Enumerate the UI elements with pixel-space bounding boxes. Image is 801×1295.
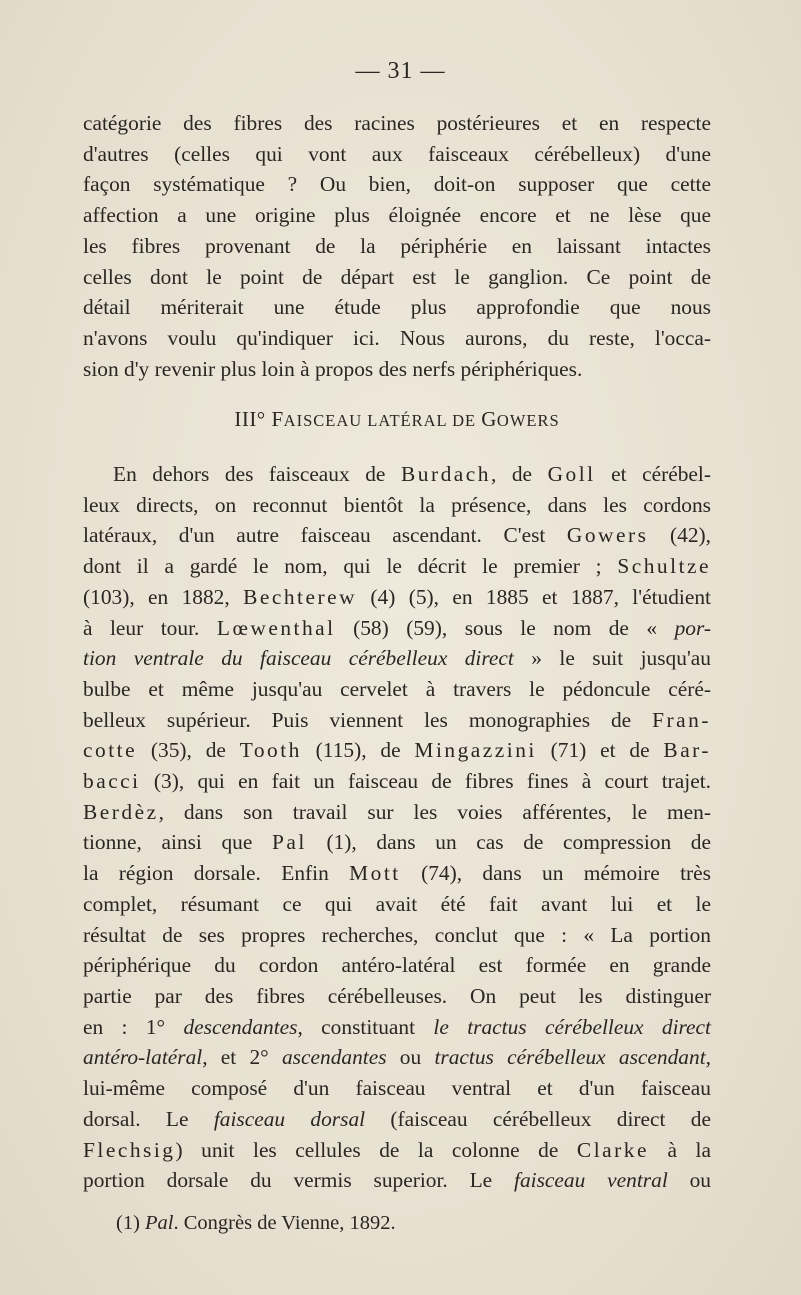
heading-smallcaps: OWERS [496,411,560,431]
text-line: façon systématique ? Ou bien, doit-on supposer que cette [83,172,711,197]
text-span: (103), en 1882, [83,584,244,609]
italic-span: descendantes [183,1014,298,1039]
text-span: latéraux, d'un autre faisceau ascendant. C'est [83,523,567,548]
author-name: Tooth [239,738,302,763]
author-name: Clarke [576,1137,649,1162]
author-name: Bar- [663,738,712,763]
text-line: détail mériterait une étude plus approfondie que nous [83,295,711,320]
text-span: (1), dans un cas de compression de [306,830,711,855]
text-span: portion dorsale du vermis superior. Le [83,1168,515,1193]
text-line [83,735,711,766]
author-name: Bechterew [243,584,358,609]
italic-span: faisceau [514,1168,586,1193]
text-span: à la [648,1137,711,1162]
italic-span: ventral [607,1168,668,1193]
text-span: tionne, ainsi que [83,830,272,855]
text-span: , constituant [297,1014,434,1039]
body-text [83,108,711,1196]
text-line: lui-même composé d'un faisceau ventral et d'un faisceau [83,1076,711,1101]
author-name: Gowers [566,523,649,548]
author-name: Fran- [652,707,711,732]
text-span: ou [667,1168,711,1193]
section-number: III° [234,407,266,432]
text-line [83,643,711,674]
text-line: d'autres (celles qui vont aux faisceaux cérébelleux) d'une [83,141,711,166]
italic-span: tion ventrale du faisceau cérébelleux direct [83,646,514,671]
text-line [83,1012,711,1043]
heading-cap: G [481,407,497,432]
author-name: Pal [272,830,307,855]
text-span: (42), [648,523,711,548]
text-line: catégorie des fibres des racines postérieures et en respecte [83,111,711,135]
text-line [83,1135,711,1166]
text-line: celles dont le point de départ est le ganglion. Ce point de [83,264,711,289]
text-span: ) unit les cellules de la colonne de [175,1137,577,1162]
text-line [83,520,711,551]
text-span: en : 1° [83,1014,184,1039]
text-line [83,613,711,644]
author-name: Goll [547,462,596,487]
footnote-author: Pal [145,1212,174,1234]
text-span: belleux supérieur. Puis viennent les monographies de [83,707,653,732]
text-line: sion d'y revenir plus loin à propos des nerfs périphériques. [83,356,583,381]
text-line [83,766,711,797]
italic-span: le tractus cérébelleux direct [433,1014,711,1039]
italic-span: tractus cérébelleux ascendant [434,1045,706,1070]
italic-span: por- [674,615,712,640]
text-line: périphérique du cordon antéro-latéral est formée en grande [83,953,711,978]
text-span: (74), dans un mémoire très [400,861,712,886]
text-line [83,582,711,613]
author-name: cotte [83,738,138,763]
italic-span: faisceau dorsal [213,1106,366,1131]
text-span: (58) (59), sous le nom de « [335,615,675,640]
page-number: — 31 — [355,58,446,84]
text-line [83,1104,711,1135]
text-span: En dehors des faisceaux de [113,462,401,487]
footnote [116,1212,396,1235]
text-span: la région dorsale. Enfin [83,861,350,886]
text-line: complet, résumant ce qui avait été fait avant lui et le [83,891,711,916]
text-line: les fibres provenant de la périphérie en laissant intactes [83,233,711,258]
text-span: et cérébel- [595,462,711,487]
text-span: , de [490,462,548,487]
text-span: (71) et de [536,738,664,763]
text-span: dorsal. Le [83,1106,214,1131]
section-heading [83,404,711,437]
italic-span: antéro-latéral [83,1045,203,1070]
italic-span: ascendantes [281,1045,387,1070]
text-line [83,705,711,736]
author-name: Mingazzini [414,738,537,763]
author-name: Mott [349,861,401,886]
text-span: ou [386,1045,435,1070]
author-name: Burdach [400,462,491,487]
text-span: (115), de [301,738,415,763]
text-line: résultat de ses propres recherches, conclut que : « La portion [83,922,711,947]
heading-smallcaps: AISCEAU LATÉRAL DE [283,411,482,431]
text-span [585,1168,607,1192]
text-span: (35), de [137,738,240,763]
author-name: Schultze [617,554,711,579]
author-name: bacci [83,769,141,794]
text-line [83,858,711,889]
text-span: , [705,1045,712,1070]
author-name: Lœwenthal [216,615,336,640]
text-line [83,459,711,490]
footnote-marker: (1) [116,1212,140,1234]
text-line: bulbe et même jusqu'au cervelet à travers le pédoncule céré- [83,676,711,701]
text-span: (3), qui en fait un faisceau de fibres fines à court trajet. [140,769,711,794]
footnote-text: . Congrès de Vienne, 1892. [173,1212,396,1234]
text-span: à leur tour. [83,615,217,640]
author-name: Flechsig [83,1137,176,1162]
text-span: , dans son travail sur les voies afférentes, le men- [158,799,711,824]
text-line [83,797,711,828]
text-line: affection a une origine plus éloignée encore et ne lèse que [83,203,711,228]
text-line [83,1165,711,1196]
text-span: » le suit jusqu'au [513,646,711,671]
text-line: partie par des fibres cérébelleuses. On peut les distinguer [83,983,711,1008]
text-line [83,551,711,582]
text-span: , et 2° [202,1045,282,1070]
heading-cap: F [271,407,284,432]
text-span: (faisceau cérébelleux direct de [365,1106,711,1131]
paragraph-2 [83,459,711,1196]
author-name: Berdèz [83,799,159,824]
text-line: leux directs, on reconnut bientôt la présence, dans les cordons [83,492,711,517]
text-line [83,827,711,858]
text-span: dont il a gardé le nom, qui le décrit le premier ; [83,554,618,579]
text-line: n'avons voulu qu'indiquer ici. Nous aurons, du reste, l'occa- [83,325,711,350]
text-span: (4) (5), en 1885 et 1887, l'étudient [357,584,712,609]
paragraph-1 [83,108,711,384]
text-line [83,1042,711,1073]
